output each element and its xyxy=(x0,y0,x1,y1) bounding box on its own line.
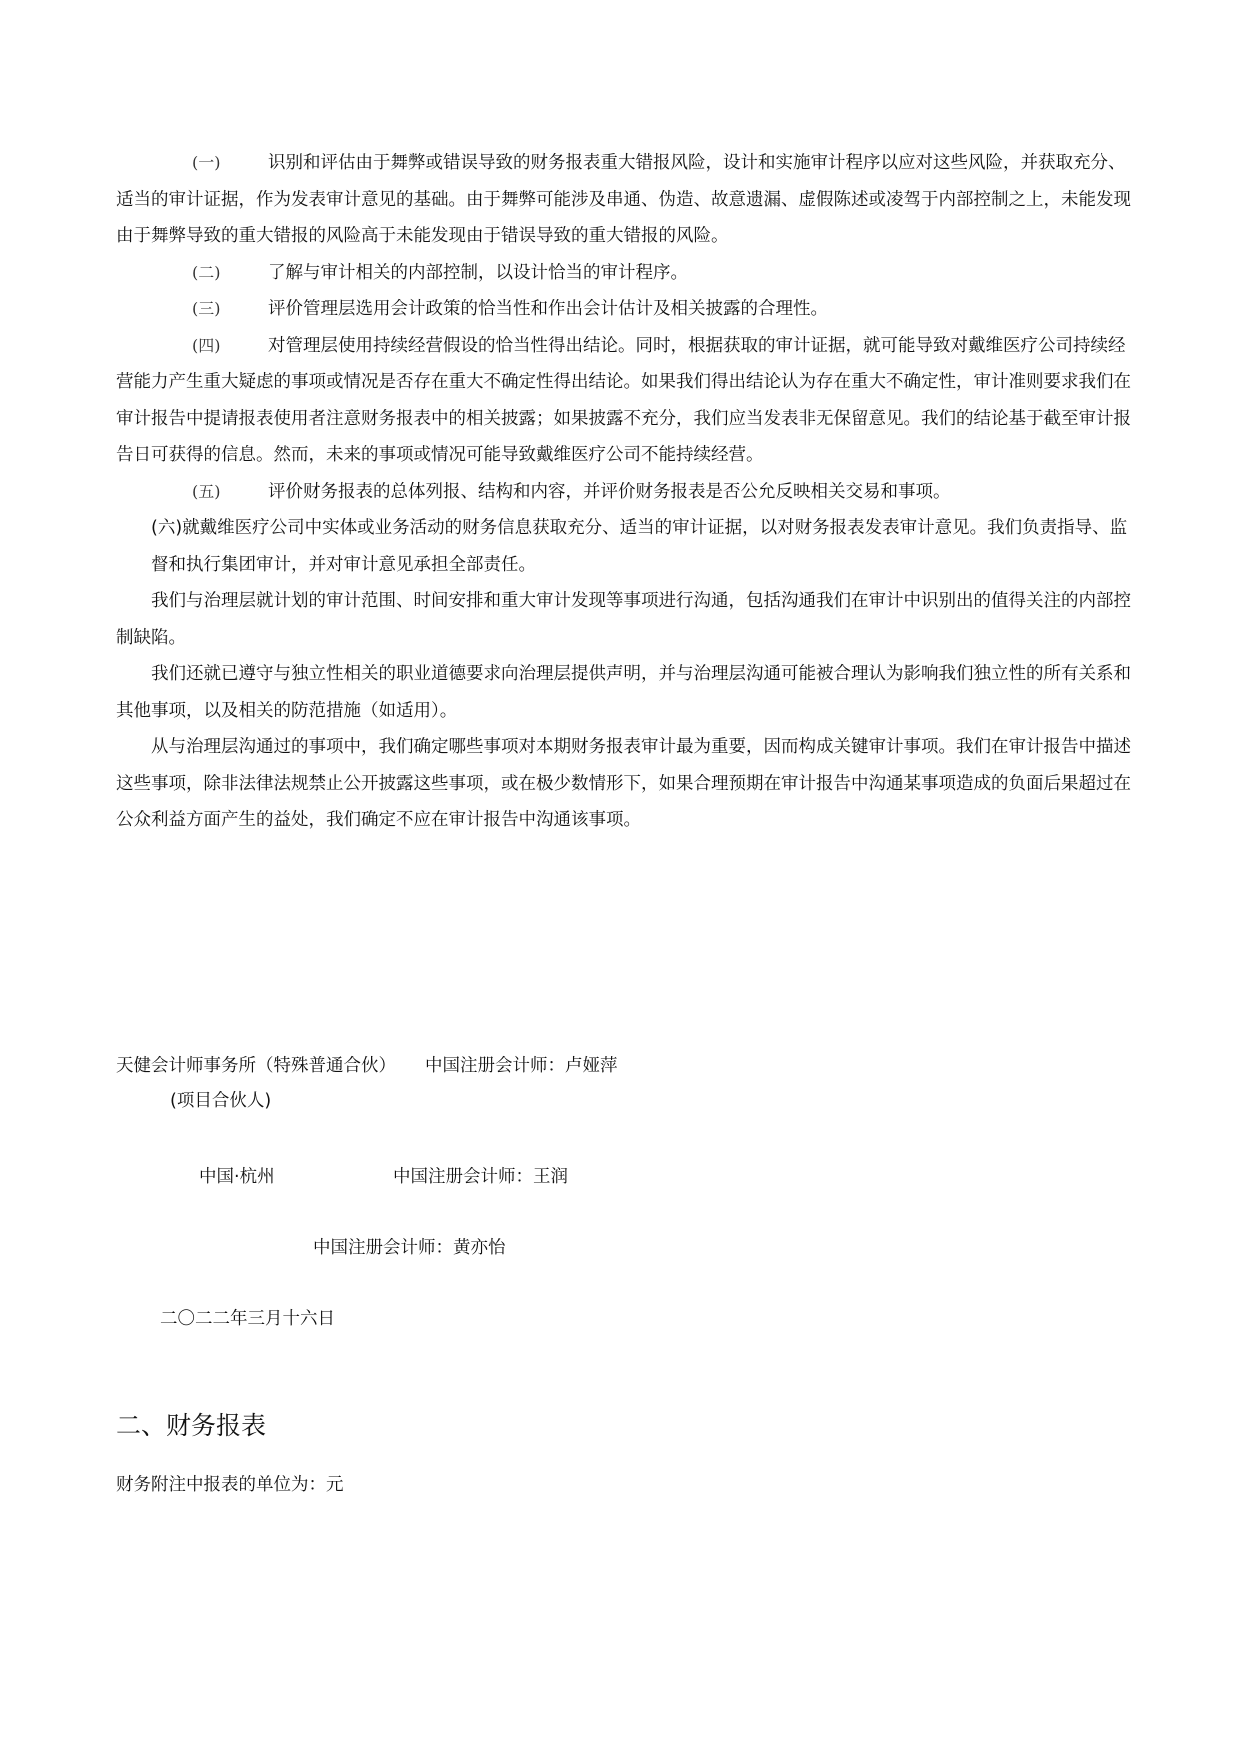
section-heading: 二、财务报表 xyxy=(116,1411,267,1440)
cpa-signature-2: 中国注册会计师：王润 xyxy=(393,1167,568,1187)
unit-note: 财务附注中报表的单位为：元 xyxy=(116,1475,344,1495)
list-number: (一) xyxy=(192,153,221,172)
location: 中国·杭州 xyxy=(199,1167,275,1187)
list-number: (三) xyxy=(192,299,221,318)
list-item-6: (六)就戴维医疗公司中实体或业务活动的财务信息获取充分、适当的审计证据，以对财务报表发表审计意见。我们负责指导、监督和执行集团审计，并对审计意见承担全部责任。 xyxy=(151,518,1128,575)
report-date: 二〇二二年三月十六日 xyxy=(160,1309,335,1329)
list-text: 对管理层使用持续经营假设的恰当性得出结论。同时，根据获取的审计证据，就可能导致对戴维医疗公司持续经营能力产生重大疑虑的事项或情况是否存在重大不确定性得出结论。如果我们得出结论认为存在重大不确定性，审计准则要求我们在审计报告中提请报表使用者注意财务报表中的相关披露；如果披露不充分，我们应当发表非无保留意见。我们的结论基于截至审计报告日可获得的信息。然而，未来的事项或情况可能导致戴维医疗公司不能持续经营。 xyxy=(116,335,1131,465)
list-number: (四) xyxy=(192,335,221,355)
list-item-1 xyxy=(116,145,1136,255)
list-item-4 xyxy=(116,328,1136,474)
list-item-5 xyxy=(116,474,1136,511)
partner-label: (项目合伙人) xyxy=(170,1091,272,1111)
key-audit-matters-paragraph: 从与治理层沟通过的事项中，我们确定哪些事项对本期财务报表审计最为重要，因而构成关键审计事项。我们在审计报告中描述这些事项，除非法律法规禁止公开披露这些事项，或在极少数情形下，如果合理预期在审计报告中沟通某事项造成的负面后果超过在公众利益方面产生的益处，我们确定不应在审计报告中沟通该事项。 xyxy=(116,737,1131,830)
independence-paragraph: 我们还就已遵守与独立性相关的职业道德要求向治理层提供声明，并与治理层沟通可能被合理认为影响我们独立性的所有关系和其他事项，以及相关的防范措施（如适用）。 xyxy=(116,664,1131,721)
audit-responsibilities-text xyxy=(116,145,1136,839)
communication-paragraph: 我们与治理层就计划的审计范围、时间安排和重大审计发现等事项进行沟通，包括沟通我们在审计中识别出的值得关注的内部控制缺陷。 xyxy=(116,591,1131,648)
list-text: 识别和评估由于舞弊或错误导致的财务报表重大错报风险，设计和实施审计程序以应对这些风险，并获取充分、适当的审计证据，作为发表审计意见的基础。由于舞弊可能涉及串通、伪造、故意遗漏、虚假陈述或凌驾于内部控制之上，未能发现由于舞弊导致的重大错报的风险高于未能发现由于错误导致的重大错报的风险。 xyxy=(116,153,1131,246)
cpa-signature-3: 中国注册会计师：黄亦怡 xyxy=(313,1238,506,1258)
list-number: (五) xyxy=(192,481,221,501)
firm-name: 天健会计师事务所（特殊普通合伙） xyxy=(116,1056,396,1076)
list-item-3 xyxy=(116,291,1136,328)
cpa-signature-1: 中国注册会计师：卢娅萍 xyxy=(425,1056,618,1076)
list-item-2 xyxy=(116,255,1136,292)
list-text: 评价管理层选用会计政策的恰当性和作出会计估计及相关披露的合理性。 xyxy=(268,299,828,319)
list-text: 评价财务报表的总体列报、结构和内容，并评价财务报表是否公允反映相关交易和事项。 xyxy=(268,481,951,502)
list-text: 了解与审计相关的内部控制，以设计恰当的审计程序。 xyxy=(268,262,688,283)
list-number: (二) xyxy=(192,262,221,282)
